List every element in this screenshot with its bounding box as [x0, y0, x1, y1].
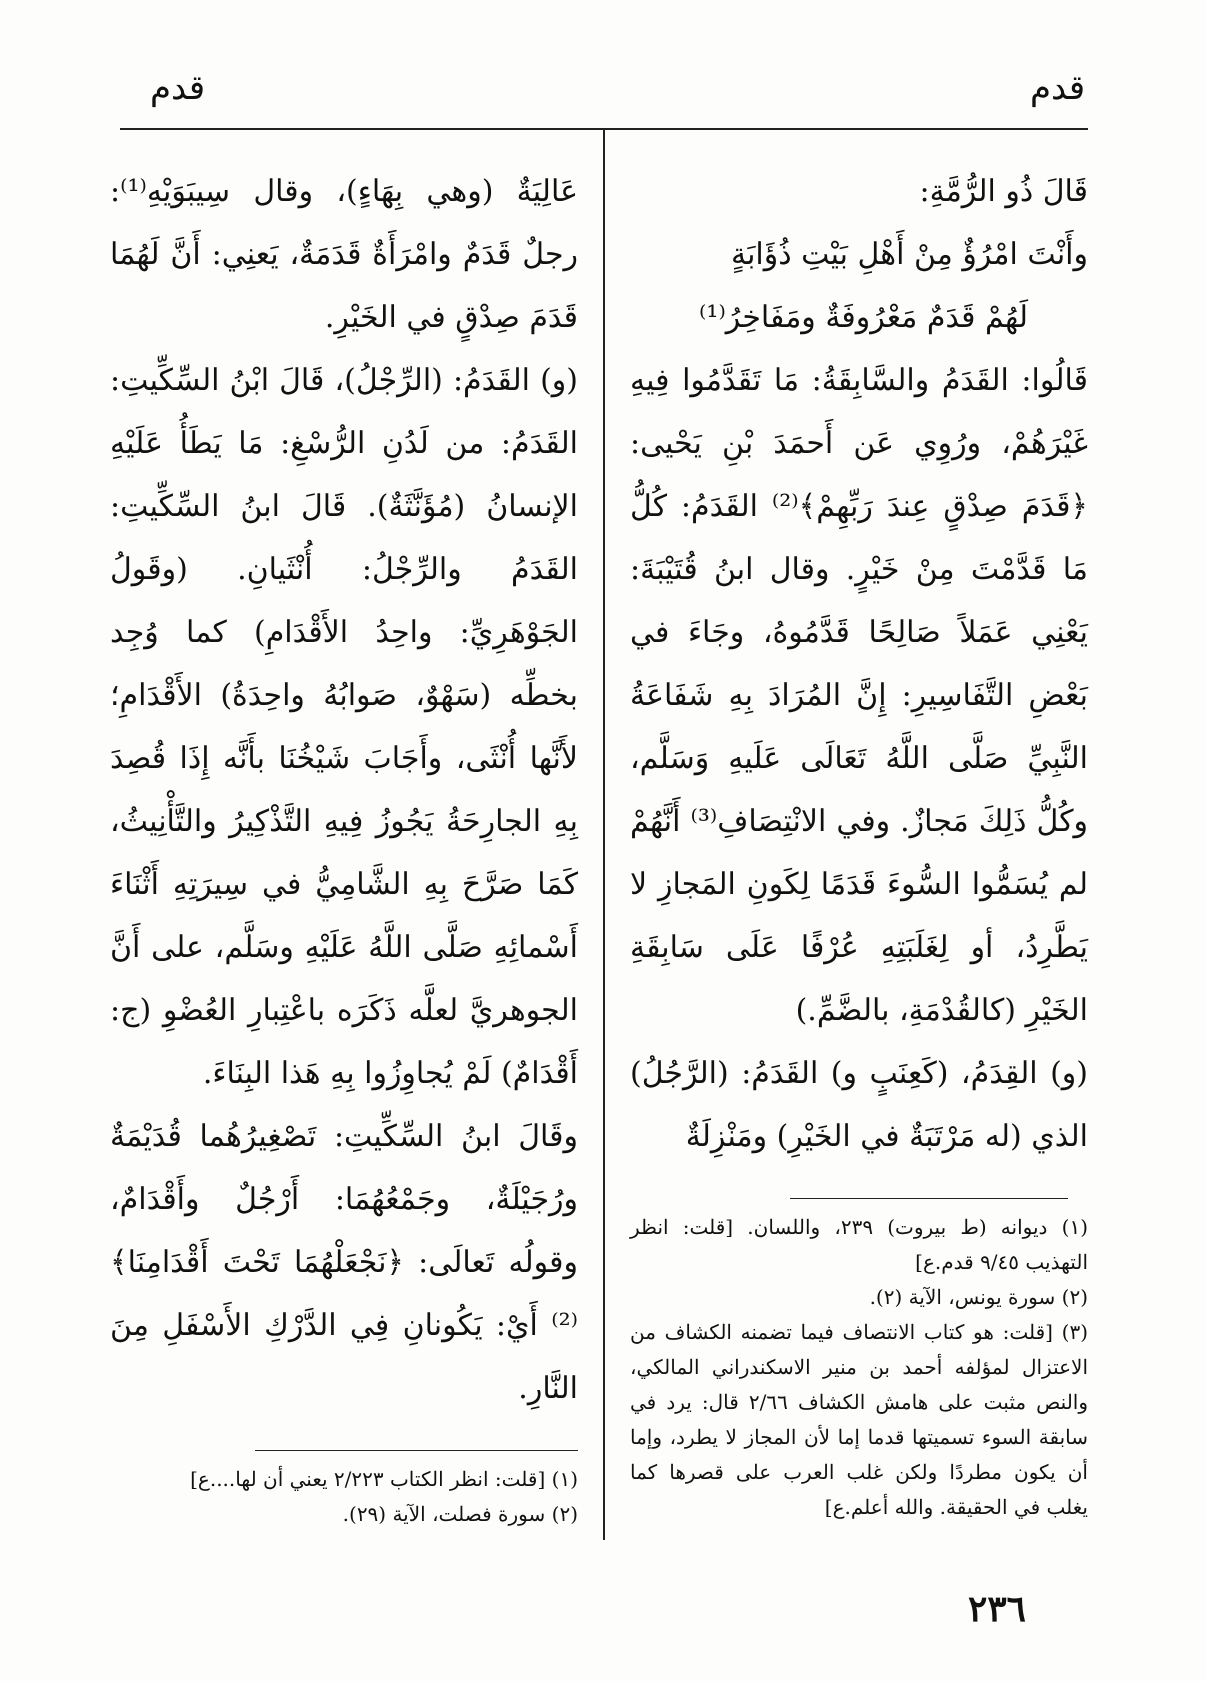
footnote-rule	[255, 1450, 578, 1451]
paragraph: عَالِيَةٌ (وهي بِهَاءٍ)، وقال سِيبَوَيْهِ⁽¹⁾: رجلٌ قَدَمٌ وامْرَأَةٌ قَدَمَةٌ، يَعنِي: أَنَّ لَهُمَا قَدَمَ صِدْقٍ في الخَيْرِ.	[110, 174, 578, 335]
column-divider	[603, 130, 605, 1540]
verse-line-1: وأَنْتَ امْرُؤٌ مِنْ أَهْلِ بَيْتِ ذُؤَابَةٍ	[730, 237, 1088, 272]
paragraph: وقَالَ ابنُ السِّكِّيتِ: تَصْغِيرُهُما قُدَيْمَةٌ ورُجَيْلَةٌ، وجَمْعُهُمَا: أَرْجُلٌ وأَقْدَامٌ، وقولُه تَعالَى: ﴿نَجْعَلْهُمَا تَحْتَ أَقْدَامِنَا﴾⁽²⁾ أَيْ: يَكُونانِ فِي الدَّرْكِ الأَسْفَلِ مِنَ النَّارِ.	[110, 1119, 578, 1406]
right-column	[630, 160, 1088, 1168]
running-head-left: قدم	[150, 68, 206, 108]
paragraph: (و) القَدَمُ: (الرِّجْلُ)، قَالَ ابْنُ السِّكِّيتِ: القَدَمُ: من لَدُنِ الرُّسْغِ: مَا يَطَأُ عَلَيْهِ الإنسانُ (مُؤَنَّثَةٌ). قَالَ ابنُ السِّكِّيتِ: القَدَمُ والرِّجْلُ: أُنْثَيانِ. (وقَولُ الجَوْهَرِيِّ: واحِدُ الأَقْدَامِ) كما وُجِد بخطِّه (سَهْوٌ، صَوابُهُ واحِدَةُ) الأَقْدَامِ؛ لأَنَّها أُنْثَى، وأَجَابَ شَيْخُنَا بأَنَّه إِذَا قُصِدَ بِهِ الجارِحَةُ يَجُوزُ فِيهِ التَّذْكِيرُ والتَّأْنِيثُ، كَمَا صَرَّحَ بِهِ الشَّامِيُّ في سِيرَتِهِ أَثْنَاءَ أَسْمائِهِ صَلَّى اللَّهُ عَلَيْهِ وسَلَّم، على أَنَّ الجوهريَّ لعلَّه ذَكَرَه باعْتِبارِ العُضْوِ (ج: أَقْدَامٌ) لَمْ يُجاوِزُوا بِهِ هَذا البِنَاءَ.	[110, 363, 578, 1091]
poet-intro: قَالَ ذُو الرُّمَّةِ:	[919, 174, 1088, 209]
footnote: (٣) [قلت: هو كتاب الانتصاف فيما تضمنه الكشاف من الاعتزال لمؤلفه أحمد بن منير الاسكندراني المالكي، والنص مثبت على هامش الكشاف ٢/٦٦ قال: يرد في سابقة السوء تسميتها قدما إما لأن المجاز لا يطرد، وإما أن يكون مطردًا ولكن غلب العرب على قصرها كما يغلب في الحقيقة. والله أعلم.ع]	[630, 1320, 1089, 1519]
footnotes-left	[130, 1462, 578, 1532]
footnotes-right	[630, 1210, 1088, 1525]
footnote-rule	[790, 1198, 1068, 1199]
left-column	[110, 160, 578, 1420]
verse-line-2: لَهُمْ قَدَمٌ مَعْرُوفَةٌ ومَفَاخِرُ⁽¹⁾	[699, 300, 1028, 335]
footnote: (٢) سورة فصلت، الآية (٢٩).	[342, 1502, 578, 1526]
page-number: ٢٣٦	[968, 1588, 1027, 1630]
running-head-right: قدم	[1030, 68, 1086, 108]
footnote: (٢) سورة يونس، الآية (٢).	[869, 1285, 1088, 1309]
paragraph: قَالُوا: القَدَمُ والسَّابِقَةُ: مَا تَقَدَّمُوا فِيهِ غَيْرَهُمْ، ورُوِي عَن أَحمَدَ بْنِ يَحْيى: ﴿قَدَمَ صِدْقٍ عِندَ رَبِّهِمْ﴾⁽²⁾ القَدَمُ: كُلُّ مَا قَدَّمْتَ مِنْ خَيْرٍ. وقال ابنُ قُتَيْبَةَ: يَعْنِي عَمَلاً صَالِحًا قَدَّمُوهُ، وجَاءَ في بَعْضِ التَّفَاسِيرِ: إِنَّ المُرَادَ بِهِ شَفَاعَةُ النَّبِيِّ صَلَّى اللَّهُ تَعَالَى عَلَيهِ وَسَلَّم، وكُلُّ ذَلِكَ مَجازٌ. وفي الانْتِصَافِ⁽³⁾ أَنَّهُمْ لم يُسَمُّوا السُّوءَ قَدَمًا لِكَونِ المَجازِ لا يَطَّرِدُ، أو لِغَلَبَتِهِ عُرْفًا عَلَى سَابِقَةِ الخَيْرِ (كالقُدْمَةِ، بالضَّمِّ.)	[630, 363, 1088, 1028]
paragraph: (و) القِدَمُ، (كَعِنَبٍ و) القَدَمُ: (الرَّجُلُ) الذي (له مَرْتَبَةٌ في الخَيْرِ) ومَنْزِلَةٌ	[630, 1056, 1088, 1154]
footnote: (١) [قلت: انظر الكتاب ٢/٢٢٣ يعني أن لها....ع]	[190, 1467, 578, 1491]
footnote: (١) ديوانه (ط بيروت) ٢٣٩، واللسان. [قلت: انظر التهذيب ٩/٤٥ قدم.ع]	[630, 1215, 1089, 1274]
